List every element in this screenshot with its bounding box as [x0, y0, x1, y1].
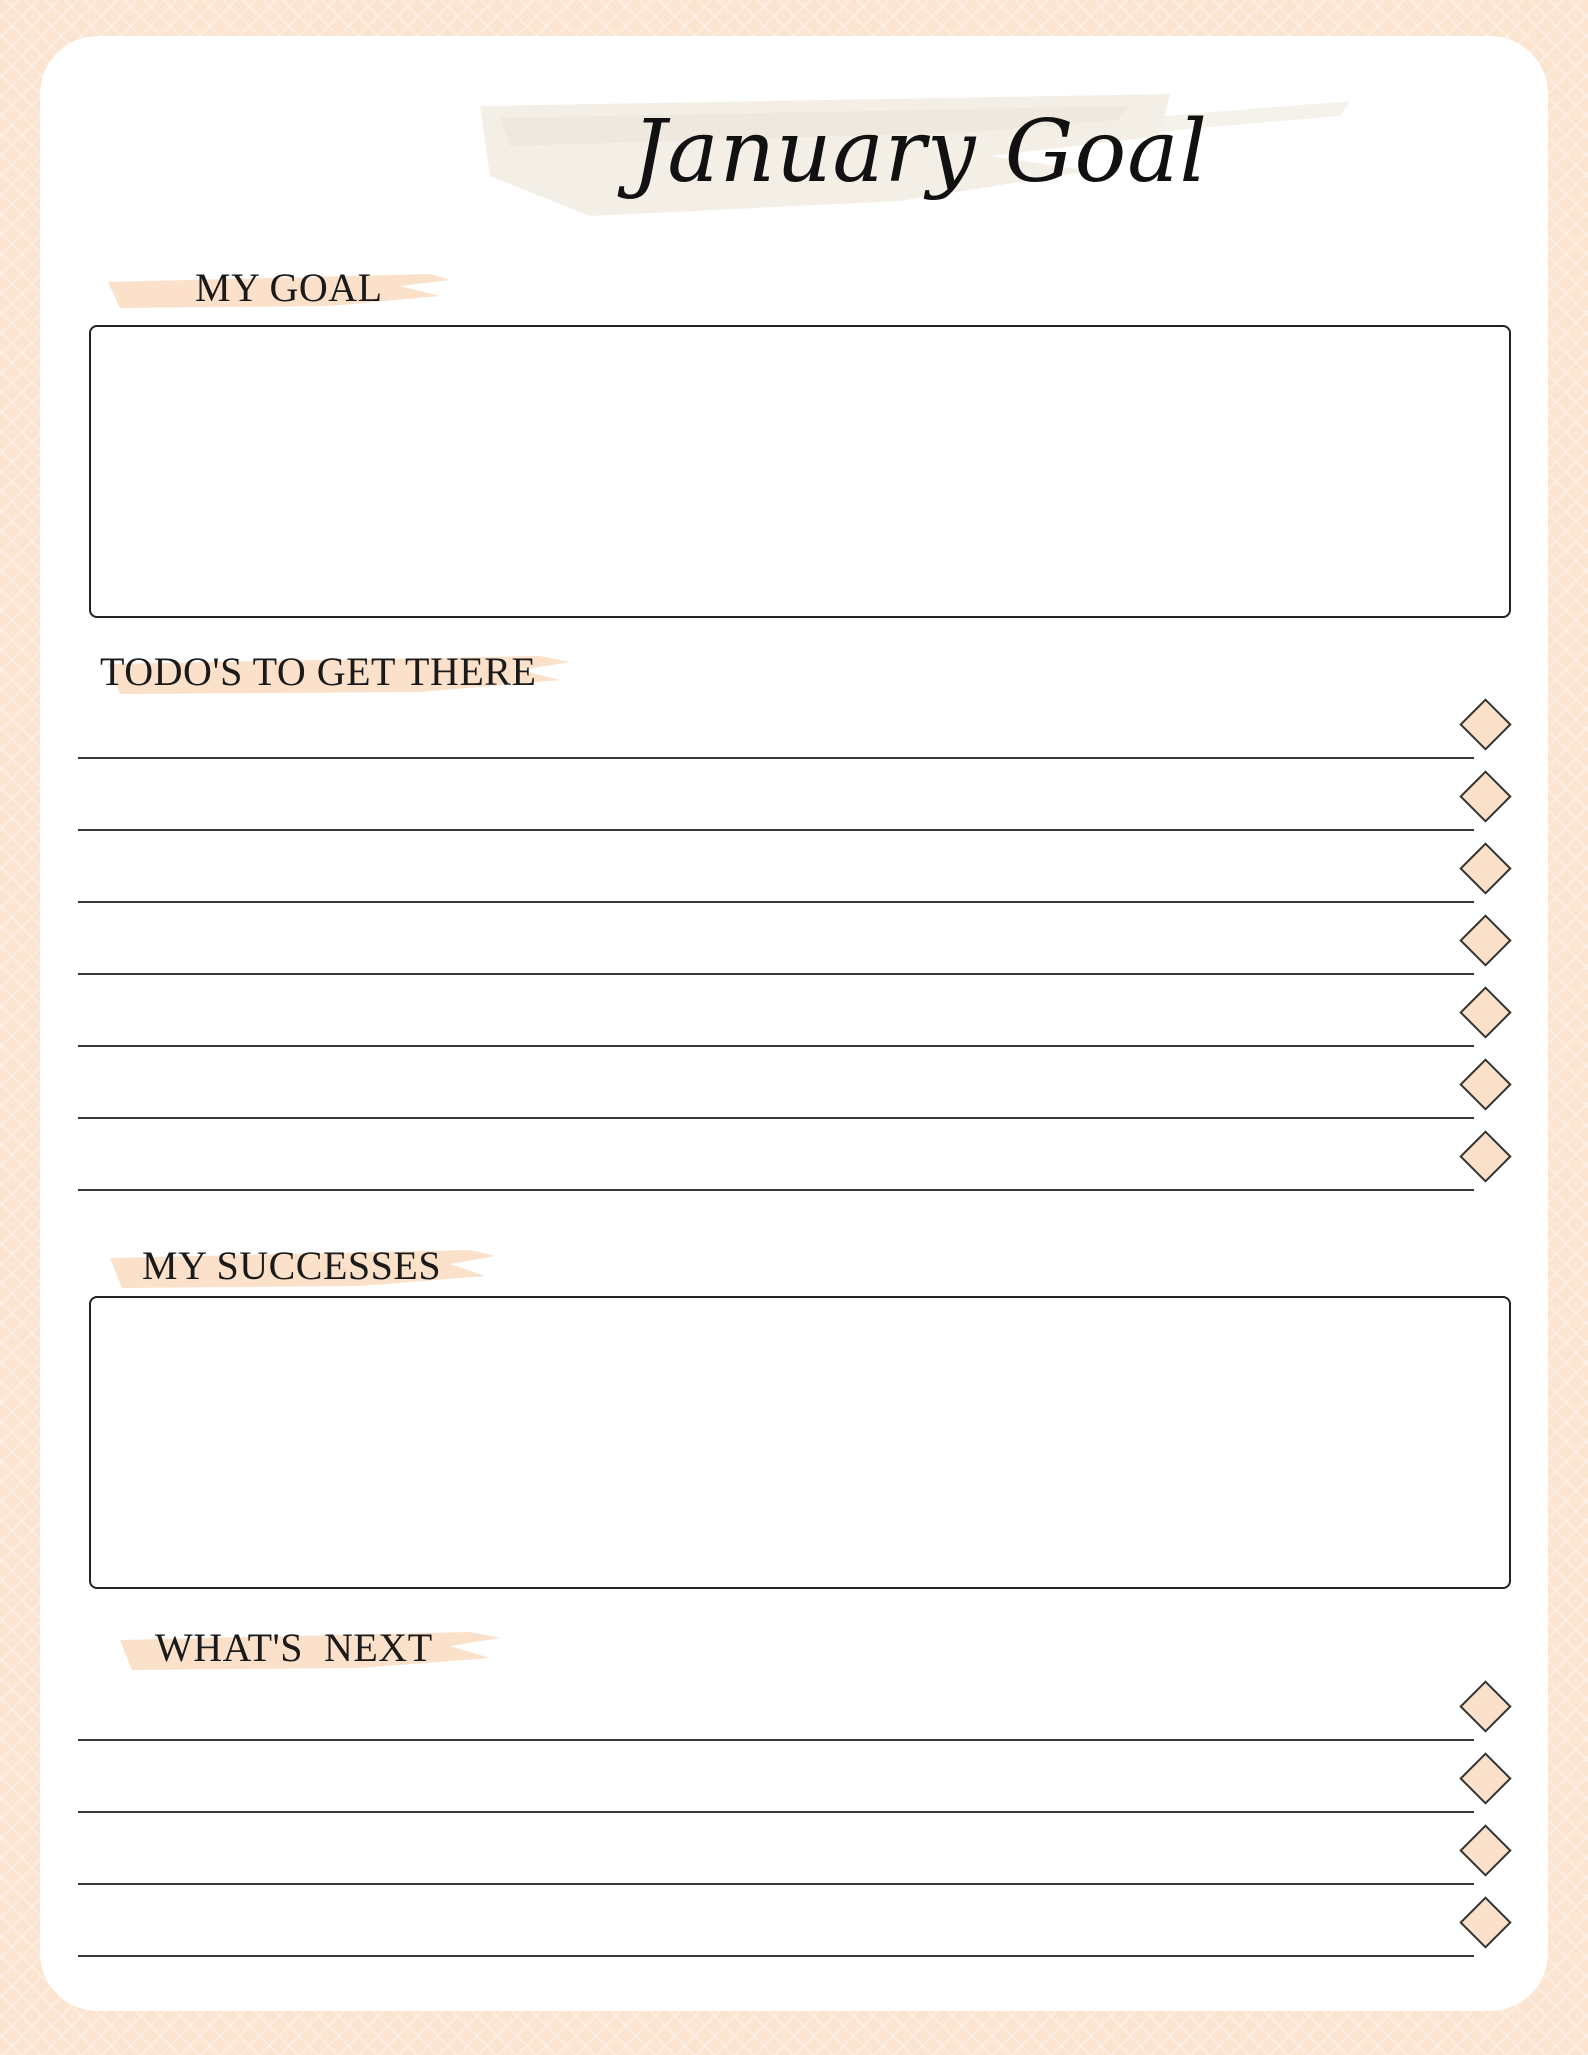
section-heading-next [110, 1616, 510, 1676]
diamond-checkbox-icon[interactable] [1459, 1058, 1511, 1110]
page-title: January Goal [631, 102, 1209, 202]
todo-line[interactable] [78, 901, 1474, 903]
todo-line[interactable] [78, 1117, 1474, 1119]
successes-text-area[interactable] [89, 1296, 1511, 1589]
section-heading-successes [100, 1234, 500, 1294]
diamond-checkbox-icon[interactable] [1459, 1896, 1511, 1948]
todo-line[interactable] [78, 1189, 1474, 1191]
diamond-checkbox-icon[interactable] [1459, 1752, 1511, 1804]
title-block [470, 76, 1370, 246]
todo-line[interactable] [78, 973, 1474, 975]
diamond-checkbox-icon[interactable] [1459, 1680, 1511, 1732]
todo-line[interactable] [78, 1045, 1474, 1047]
section-label-successes: MY SUCCESSES [142, 1243, 442, 1288]
planner-sheet [40, 36, 1548, 2011]
diamond-checkbox-icon[interactable] [1459, 986, 1511, 1038]
section-label-goal: MY GOAL [195, 265, 383, 310]
diamond-checkbox-icon[interactable] [1459, 842, 1511, 894]
section-heading-goal [100, 256, 460, 316]
diamond-checkbox-icon[interactable] [1459, 698, 1511, 750]
diamond-checkbox-icon[interactable] [1459, 1824, 1511, 1876]
todo-line[interactable] [78, 829, 1474, 831]
next-line[interactable] [78, 1811, 1474, 1813]
section-label-todos: TODO'S TO GET THERE [100, 649, 537, 694]
section-heading-todos [100, 640, 580, 700]
section-label-next: WHAT'S NEXT [155, 1625, 433, 1670]
diamond-checkbox-icon[interactable] [1459, 770, 1511, 822]
next-line[interactable] [78, 1883, 1474, 1885]
goal-text-area[interactable] [89, 325, 1511, 618]
todo-line[interactable] [78, 757, 1474, 759]
diamond-checkbox-icon[interactable] [1459, 914, 1511, 966]
next-line[interactable] [78, 1955, 1474, 1957]
diamond-checkbox-icon[interactable] [1459, 1130, 1511, 1182]
next-line[interactable] [78, 1739, 1474, 1741]
